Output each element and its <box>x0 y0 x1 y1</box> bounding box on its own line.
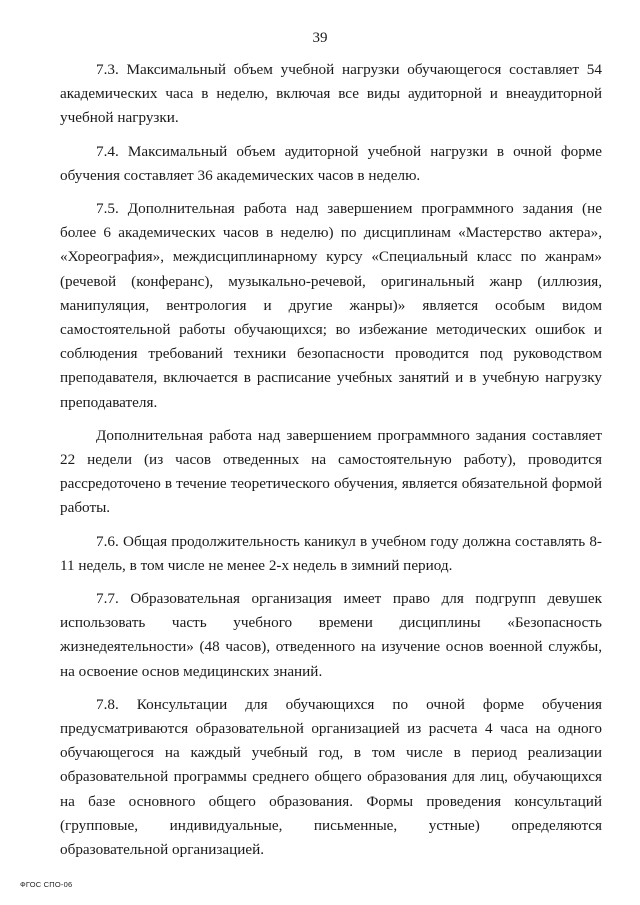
paragraph-7-6: 7.6. Общая продолжительность каникул в учебном году должна составлять 8-11 недель, в том числе не менее 2-х недель в зимний период. <box>60 532 602 574</box>
document-body <box>60 58 602 871</box>
paragraph-7-3: 7.3. Максимальный объем учебной нагрузки обучающегося составляет 54 академических часа в неделю, включая все виды аудиторной и внеаудиторной учебной нагрузки. <box>60 61 602 127</box>
paragraph-7-7: 7.7. Образовательная организация имеет право для подгрупп девушек использовать часть учебного времени дисциплины «Безопасность жизнедеятельности» (48 часов), отведенного на изучение основ военной службы, на освоение основ медицинских знаний. <box>60 590 602 680</box>
document-footer: ФГОС СПО-06 <box>20 880 73 889</box>
paragraph-7-4: 7.4. Максимальный объем аудиторной учебной нагрузки в очной форме обучения составляет 36 академических часов в неделю. <box>60 142 602 184</box>
page-number: 39 <box>312 30 328 46</box>
paragraph-7-5: 7.5. Дополнительная работа над завершением программного задания (не более 6 академических часов в неделю) по дисциплинам «Мастерство актера», «Хореография», междисциплинарному курсу «Специальный класс по жанрам» (речевой (конферанс), музыкально-речевой, оригинальный жанр (иллюзия, манипуляция, вентрология и другие жанры)» является особым видом самостоятельной работы обучающихся; во избежание методических ошибок и соблюдения требований техники безопасности проводится под руководством преподавателя, включается в расписание учебных занятий и в учебную нагрузку преподавателя. <box>60 200 602 411</box>
paragraph-7-5-addendum: Дополнительная работа над завершением программного задания составляет 22 недели (из часов отведенных на самостоятельную работу), проводится рассредоточено в течение теоретического обучения, является обязательной формой работы. <box>60 426 602 517</box>
paragraph-7-8: 7.8. Консультации для обучающихся по очной форме обучения предусматриваются образовательной организацией из расчета 4 часа на одного обучающегося на каждый учебный год, в том числе в период реализации образовательной программы среднего общего образования для лиц, обучающихся на базе основного общего образования. Формы проведения консультаций (групповые, индивидуальные, письменные, устные) определяются образовательной организацией. <box>60 695 602 859</box>
